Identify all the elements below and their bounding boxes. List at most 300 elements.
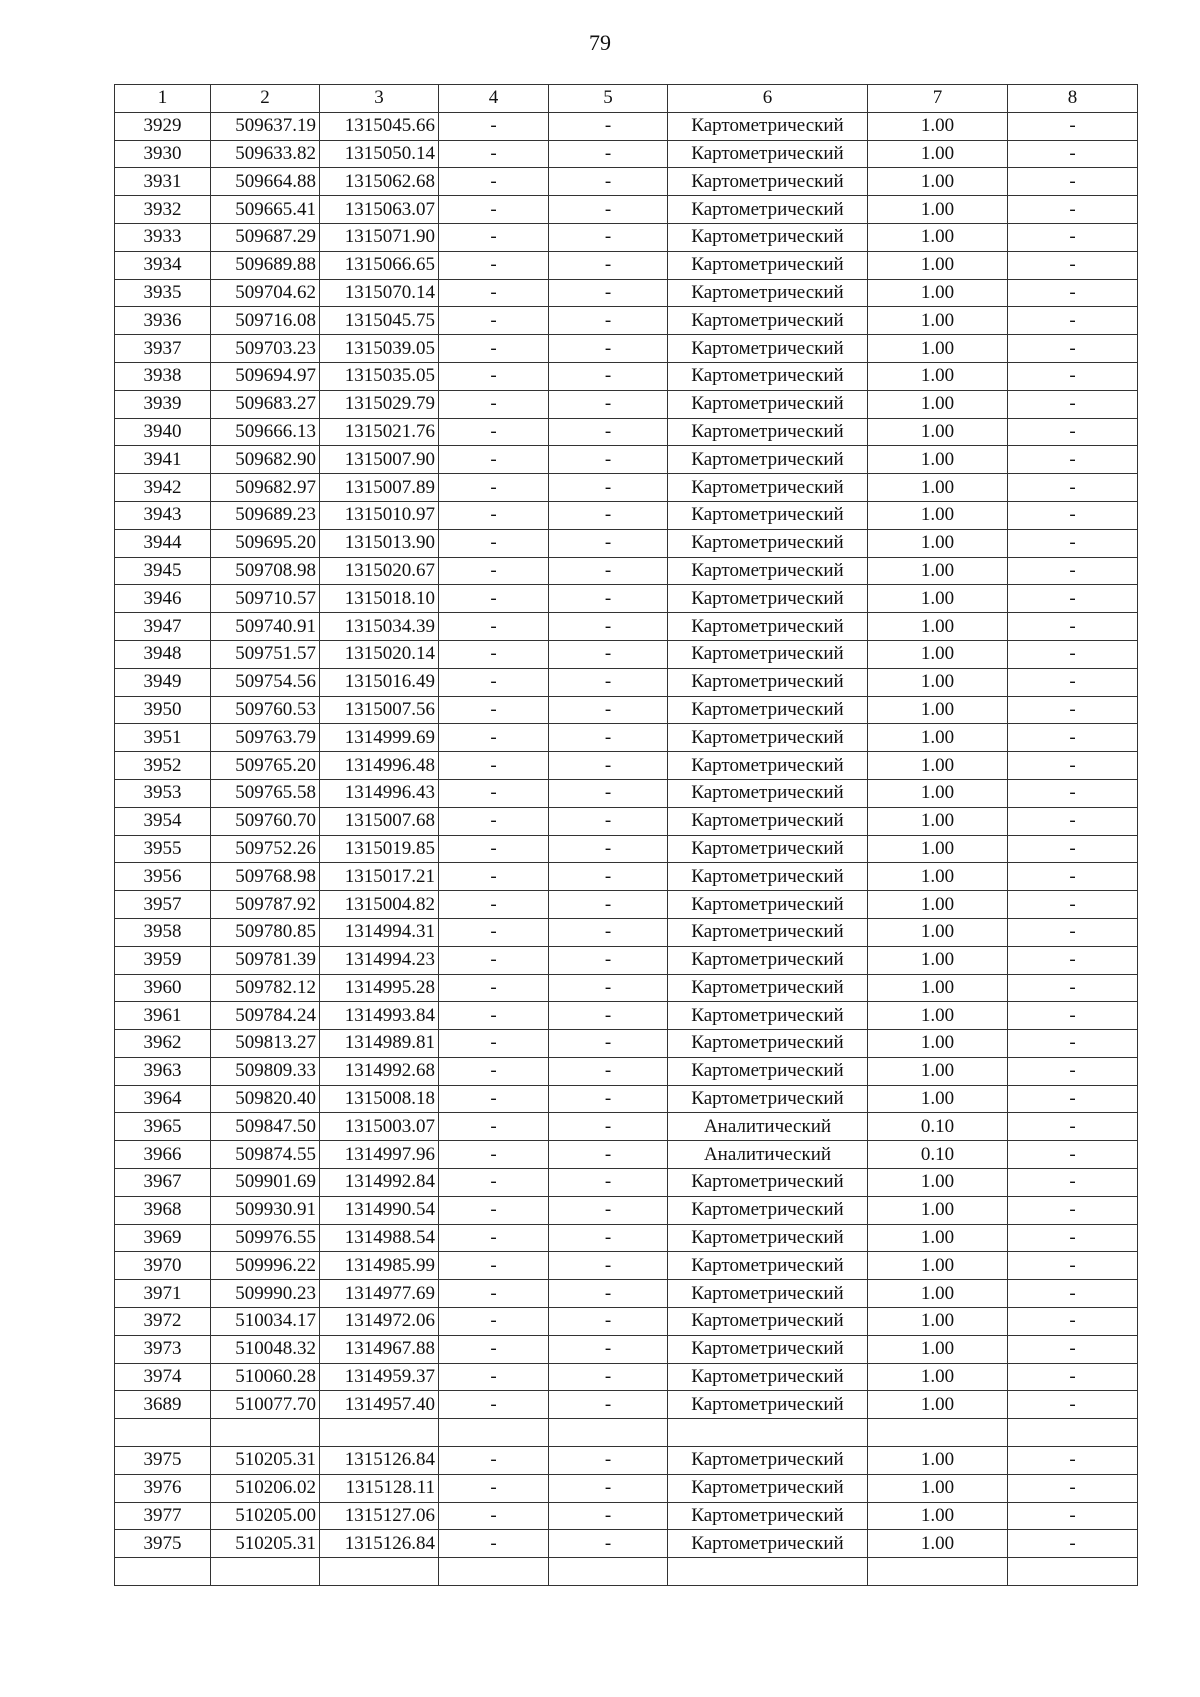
method-cell: Картометрический [668,1252,868,1280]
y-coordinate-cell [320,1558,439,1586]
point-number-cell: 3957 [115,891,211,919]
table-row [115,168,1138,196]
method-cell: Картометрический [668,418,868,446]
x-coordinate-cell: 509763.79 [211,724,320,752]
table-row [115,140,1138,168]
x-coordinate-cell: 510206.02 [211,1474,320,1502]
y-coordinate-cell: 1315050.14 [320,140,439,168]
col5-cell: - [549,1530,668,1558]
method-cell: Картометрический [668,779,868,807]
point-number-cell: 3955 [115,835,211,863]
col8-cell: - [1008,279,1138,307]
col8-cell [1008,1558,1138,1586]
col5-cell: - [549,223,668,251]
point-number-cell: 3931 [115,168,211,196]
x-coordinate-cell: 509847.50 [211,1113,320,1141]
col5-cell: - [549,696,668,724]
point-number-cell: 3689 [115,1391,211,1419]
y-coordinate-cell: 1314957.40 [320,1391,439,1419]
col8-cell: - [1008,1252,1138,1280]
col8-cell: - [1008,946,1138,974]
col4-cell: - [439,196,549,224]
x-coordinate-cell: 509694.97 [211,362,320,390]
y-coordinate-cell: 1314994.31 [320,918,439,946]
col4-cell: - [439,446,549,474]
method-cell: Картометрический [668,946,868,974]
col8-cell: - [1008,168,1138,196]
col5-cell: - [549,362,668,390]
table-row [115,640,1138,668]
col8-cell: - [1008,1474,1138,1502]
precision-cell [868,1419,1008,1447]
column-header: 7 [868,85,1008,113]
table-row [115,1502,1138,1530]
table-row [115,112,1138,140]
point-number-cell: 3956 [115,863,211,891]
y-coordinate-cell: 1314977.69 [320,1280,439,1308]
col5-cell: - [549,974,668,1002]
x-coordinate-cell: 509689.88 [211,251,320,279]
col8-cell: - [1008,390,1138,418]
col4-cell: - [439,474,549,502]
point-number-cell: 3944 [115,529,211,557]
col5-cell [549,1558,668,1586]
col5-cell: - [549,1502,668,1530]
precision-cell: 0.10 [868,1113,1008,1141]
col4-cell: - [439,1335,549,1363]
y-coordinate-cell: 1314999.69 [320,724,439,752]
precision-cell: 1.00 [868,1502,1008,1530]
col5-cell: - [549,1224,668,1252]
col8-cell: - [1008,1391,1138,1419]
y-coordinate-cell: 1315019.85 [320,835,439,863]
x-coordinate-cell: 510077.70 [211,1391,320,1419]
method-cell: Картометрический [668,168,868,196]
precision-cell: 1.00 [868,1224,1008,1252]
col8-cell: - [1008,1530,1138,1558]
precision-cell: 1.00 [868,140,1008,168]
method-cell: Картометрический [668,1363,868,1391]
point-number-cell: 3974 [115,1363,211,1391]
table-row [115,1474,1138,1502]
col8-cell: - [1008,668,1138,696]
precision-cell: 1.00 [868,279,1008,307]
table-row [115,1419,1138,1447]
table-row [115,362,1138,390]
col4-cell: - [439,1030,549,1058]
y-coordinate-cell: 1314972.06 [320,1308,439,1336]
col4-cell: - [439,112,549,140]
method-cell: Картометрический [668,279,868,307]
method-cell: Картометрический [668,529,868,557]
table-row [115,1085,1138,1113]
precision-cell: 1.00 [868,1030,1008,1058]
precision-cell: 1.00 [868,1447,1008,1475]
point-number-cell: 3946 [115,585,211,613]
y-coordinate-cell: 1315034.39 [320,613,439,641]
precision-cell: 1.00 [868,696,1008,724]
y-coordinate-cell: 1315126.84 [320,1447,439,1475]
col4-cell: - [439,1391,549,1419]
col8-cell: - [1008,1085,1138,1113]
col8-cell: - [1008,1169,1138,1197]
precision-cell: 1.00 [868,1308,1008,1336]
point-number-cell: 3963 [115,1057,211,1085]
table-row [115,724,1138,752]
x-coordinate-cell: 509710.57 [211,585,320,613]
col5-cell: - [549,1308,668,1336]
table-row [115,529,1138,557]
col4-cell: - [439,613,549,641]
method-cell: Картометрический [668,891,868,919]
table-row [115,1113,1138,1141]
table-row [115,918,1138,946]
precision-cell: 1.00 [868,1169,1008,1197]
method-cell: Картометрический [668,1057,868,1085]
col5-cell: - [549,279,668,307]
y-coordinate-cell: 1315003.07 [320,1113,439,1141]
col5-cell: - [549,1280,668,1308]
y-coordinate-cell: 1315126.84 [320,1530,439,1558]
point-number-cell: 3966 [115,1141,211,1169]
table-row [115,1141,1138,1169]
method-cell: Картометрический [668,696,868,724]
y-coordinate-cell: 1315066.65 [320,251,439,279]
col8-cell: - [1008,613,1138,641]
x-coordinate-cell: 509682.97 [211,474,320,502]
point-number-cell: 3933 [115,223,211,251]
x-coordinate-cell [211,1419,320,1447]
col4-cell: - [439,696,549,724]
method-cell: Картометрический [668,140,868,168]
col8-cell: - [1008,1030,1138,1058]
x-coordinate-cell: 509768.98 [211,863,320,891]
col4-cell: - [439,1224,549,1252]
table-row [115,1447,1138,1475]
y-coordinate-cell: 1314992.84 [320,1169,439,1197]
col4-cell: - [439,918,549,946]
col4-cell: - [439,307,549,335]
col8-cell: - [1008,196,1138,224]
point-number-cell: 3930 [115,140,211,168]
method-cell: Картометрический [668,1085,868,1113]
page-number: 79 [589,30,611,55]
col8-cell: - [1008,835,1138,863]
y-coordinate-cell: 1314993.84 [320,1002,439,1030]
y-coordinate-cell: 1314959.37 [320,1363,439,1391]
point-number-cell: 3975 [115,1530,211,1558]
col5-cell: - [549,1196,668,1224]
x-coordinate-cell: 509740.91 [211,613,320,641]
x-coordinate-cell: 509689.23 [211,501,320,529]
precision-cell: 1.00 [868,1057,1008,1085]
col5-cell: - [549,1002,668,1030]
col4-cell: - [439,1474,549,1502]
point-number-cell: 3965 [115,1113,211,1141]
table-row [115,613,1138,641]
method-cell: Картометрический [668,1530,868,1558]
x-coordinate-cell: 509665.41 [211,196,320,224]
col8-cell: - [1008,529,1138,557]
precision-cell: 1.00 [868,1391,1008,1419]
col4-cell: - [439,1308,549,1336]
col5-cell: - [549,613,668,641]
point-number-cell: 3940 [115,418,211,446]
column-header: 2 [211,85,320,113]
col4-cell: - [439,835,549,863]
y-coordinate-cell: 1314990.54 [320,1196,439,1224]
table-row [115,474,1138,502]
col5-cell: - [549,140,668,168]
y-coordinate-cell: 1315004.82 [320,891,439,919]
point-number-cell: 3945 [115,557,211,585]
precision-cell: 1.00 [868,196,1008,224]
coordinates-table [114,84,1138,1586]
col8-cell: - [1008,585,1138,613]
point-number-cell: 3938 [115,362,211,390]
point-number-cell: 3941 [115,446,211,474]
method-cell [668,1558,868,1586]
table-row [115,1224,1138,1252]
col8-cell: - [1008,501,1138,529]
col4-cell: - [439,362,549,390]
col8-cell: - [1008,474,1138,502]
method-cell: Картометрический [668,501,868,529]
table-row [115,446,1138,474]
x-coordinate-cell: 509765.20 [211,752,320,780]
method-cell: Картометрический [668,112,868,140]
precision-cell: 1.00 [868,1252,1008,1280]
table-row [115,891,1138,919]
y-coordinate-cell: 1315039.05 [320,335,439,363]
x-coordinate-cell [211,1558,320,1586]
col4-cell: - [439,1141,549,1169]
col5-cell: - [549,946,668,974]
precision-cell: 1.00 [868,446,1008,474]
method-cell: Картометрический [668,640,868,668]
col4-cell: - [439,891,549,919]
table-row [115,974,1138,1002]
col4-cell: - [439,863,549,891]
method-cell: Картометрический [668,1447,868,1475]
table-row [115,807,1138,835]
point-number-cell: 3954 [115,807,211,835]
y-coordinate-cell: 1314989.81 [320,1030,439,1058]
col4-cell: - [439,529,549,557]
col8-cell: - [1008,1447,1138,1475]
col8-cell: - [1008,724,1138,752]
point-number-cell: 3952 [115,752,211,780]
point-number-cell: 3937 [115,335,211,363]
table-row [115,779,1138,807]
method-cell: Картометрический [668,390,868,418]
precision-cell: 1.00 [868,529,1008,557]
method-cell: Картометрический [668,1224,868,1252]
y-coordinate-cell: 1314988.54 [320,1224,439,1252]
table-header-row [115,85,1138,113]
y-coordinate-cell: 1314997.96 [320,1141,439,1169]
method-cell: Картометрический [668,835,868,863]
col8-cell: - [1008,1308,1138,1336]
col4-cell: - [439,223,549,251]
point-number-cell [115,1419,211,1447]
point-number-cell: 3934 [115,251,211,279]
precision-cell: 1.00 [868,585,1008,613]
col4-cell: - [439,752,549,780]
precision-cell: 1.00 [868,1530,1008,1558]
col8-cell: - [1008,446,1138,474]
col4-cell: - [439,501,549,529]
table-row [115,585,1138,613]
col8-cell: - [1008,1502,1138,1530]
col8-cell: - [1008,418,1138,446]
table-row [115,335,1138,363]
col4-cell: - [439,1196,549,1224]
precision-cell: 1.00 [868,251,1008,279]
x-coordinate-cell: 509813.27 [211,1030,320,1058]
precision-cell: 1.00 [868,223,1008,251]
x-coordinate-cell: 510205.00 [211,1502,320,1530]
table-row [115,1057,1138,1085]
col5-cell: - [549,668,668,696]
col8-cell: - [1008,696,1138,724]
col8-cell: - [1008,1280,1138,1308]
point-number-cell: 3975 [115,1447,211,1475]
point-number-cell: 3977 [115,1502,211,1530]
y-coordinate-cell: 1314996.48 [320,752,439,780]
col5-cell: - [549,1447,668,1475]
point-number-cell: 3959 [115,946,211,974]
col5-cell: - [549,1057,668,1085]
col5-cell: - [549,1113,668,1141]
x-coordinate-cell: 510034.17 [211,1308,320,1336]
point-number-cell: 3967 [115,1169,211,1197]
col8-cell: - [1008,1002,1138,1030]
y-coordinate-cell: 1315007.68 [320,807,439,835]
point-number-cell: 3947 [115,613,211,641]
col5-cell: - [549,1363,668,1391]
precision-cell: 1.00 [868,752,1008,780]
x-coordinate-cell: 509784.24 [211,1002,320,1030]
method-cell: Картометрический [668,1002,868,1030]
col4-cell: - [439,418,549,446]
col4-cell: - [439,807,549,835]
x-coordinate-cell: 509760.70 [211,807,320,835]
col5-cell: - [549,474,668,502]
method-cell: Картометрический [668,807,868,835]
col5-cell: - [549,1391,668,1419]
col4-cell: - [439,779,549,807]
y-coordinate-cell: 1315071.90 [320,223,439,251]
col5-cell: - [549,1252,668,1280]
col5-cell: - [549,1335,668,1363]
y-coordinate-cell: 1315021.76 [320,418,439,446]
point-number-cell: 3949 [115,668,211,696]
precision-cell: 1.00 [868,807,1008,835]
y-coordinate-cell: 1315010.97 [320,501,439,529]
col5-cell: - [549,779,668,807]
col8-cell [1008,1419,1138,1447]
method-cell: Картометрический [668,1030,868,1058]
table-row [115,1196,1138,1224]
x-coordinate-cell: 509930.91 [211,1196,320,1224]
table-row [115,946,1138,974]
y-coordinate-cell: 1315020.14 [320,640,439,668]
table-row [115,1335,1138,1363]
point-number-cell: 3942 [115,474,211,502]
method-cell: Картометрический [668,585,868,613]
x-coordinate-cell: 509683.27 [211,390,320,418]
precision-cell: 1.00 [868,891,1008,919]
column-header: 6 [668,85,868,113]
col8-cell: - [1008,640,1138,668]
y-coordinate-cell: 1314967.88 [320,1335,439,1363]
precision-cell: 1.00 [868,946,1008,974]
col5-cell: - [549,1030,668,1058]
col5-cell: - [549,307,668,335]
x-coordinate-cell: 509820.40 [211,1085,320,1113]
method-cell: Картометрический [668,613,868,641]
col4-cell: - [439,724,549,752]
col8-cell: - [1008,1363,1138,1391]
point-number-cell: 3960 [115,974,211,1002]
col8-cell: - [1008,140,1138,168]
col4-cell: - [439,140,549,168]
method-cell: Картометрический [668,1335,868,1363]
col5-cell: - [549,1141,668,1169]
x-coordinate-cell: 509780.85 [211,918,320,946]
x-coordinate-cell: 509687.29 [211,223,320,251]
method-cell: Аналитический [668,1141,868,1169]
x-coordinate-cell: 510060.28 [211,1363,320,1391]
precision-cell: 1.00 [868,724,1008,752]
col5-cell: - [549,529,668,557]
precision-cell: 1.00 [868,918,1008,946]
precision-cell: 1.00 [868,1002,1008,1030]
y-coordinate-cell: 1315008.18 [320,1085,439,1113]
y-coordinate-cell: 1315007.56 [320,696,439,724]
y-coordinate-cell: 1314992.68 [320,1057,439,1085]
table-row [115,1002,1138,1030]
method-cell: Картометрический [668,1196,868,1224]
table-row [115,223,1138,251]
method-cell: Картометрический [668,196,868,224]
x-coordinate-cell: 509637.19 [211,112,320,140]
col8-cell: - [1008,779,1138,807]
point-number-cell: 3976 [115,1474,211,1502]
col4-cell: - [439,279,549,307]
y-coordinate-cell: 1315128.11 [320,1474,439,1502]
table-row [115,1169,1138,1197]
y-coordinate-cell: 1314996.43 [320,779,439,807]
precision-cell: 1.00 [868,557,1008,585]
x-coordinate-cell: 509682.90 [211,446,320,474]
method-cell: Картометрический [668,752,868,780]
col5-cell: - [549,835,668,863]
method-cell: Картометрический [668,1474,868,1502]
col4-cell: - [439,1530,549,1558]
precision-cell: 1.00 [868,640,1008,668]
table-row [115,1252,1138,1280]
table-row [115,1280,1138,1308]
point-number-cell: 3953 [115,779,211,807]
y-coordinate-cell: 1315070.14 [320,279,439,307]
y-coordinate-cell: 1314994.23 [320,946,439,974]
method-cell: Картометрический [668,668,868,696]
col4-cell: - [439,1447,549,1475]
col5-cell: - [549,891,668,919]
col4-cell: - [439,1502,549,1530]
